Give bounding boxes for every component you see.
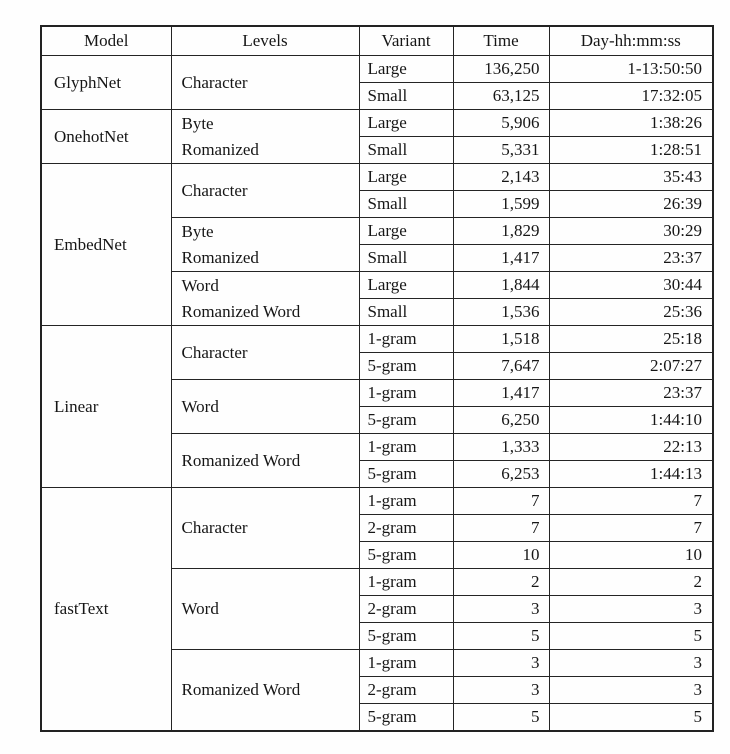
variant-cell: Large xyxy=(359,164,453,191)
time-cell: 7 xyxy=(453,488,549,515)
duration-cell: 22:13 xyxy=(549,434,713,461)
variant-cell: 5-gram xyxy=(359,353,453,380)
table-body xyxy=(41,56,713,732)
variant-cell: 2-gram xyxy=(359,677,453,704)
time-cell: 10 xyxy=(453,542,549,569)
time-cell: 6,253 xyxy=(453,461,549,488)
variant-cell: 5-gram xyxy=(359,704,453,732)
variant-cell: Small xyxy=(359,299,453,326)
table-row xyxy=(41,488,713,515)
level-cell xyxy=(171,164,359,218)
duration-cell: 7 xyxy=(549,515,713,542)
time-cell: 3 xyxy=(453,677,549,704)
time-cell: 63,125 xyxy=(453,83,549,110)
variant-cell: 5-gram xyxy=(359,407,453,434)
model-cell: GlyphNet xyxy=(41,56,171,110)
table-row xyxy=(41,56,713,83)
header-cell-levels: Levels xyxy=(171,26,359,56)
time-cell: 6,250 xyxy=(453,407,549,434)
model-cell: EmbedNet xyxy=(41,164,171,326)
variant-cell: Large xyxy=(359,56,453,83)
time-cell: 5 xyxy=(453,704,549,732)
duration-cell: 3 xyxy=(549,650,713,677)
model-cell: fastText xyxy=(41,488,171,732)
level-label-line: Word xyxy=(181,396,219,416)
time-cell: 3 xyxy=(453,596,549,623)
header-cell-day-hh-mm-ss: Day-hh:mm:ss xyxy=(549,26,713,56)
level-label-line: Romanized Word xyxy=(181,680,301,699)
level-label-line: Romanized Word xyxy=(181,301,301,321)
time-cell: 3 xyxy=(453,650,549,677)
time-cell: 5,331 xyxy=(453,137,549,164)
time-cell: 1,599 xyxy=(453,191,549,218)
duration-cell: 35:43 xyxy=(549,164,713,191)
variant-cell: Small xyxy=(359,137,453,164)
variant-cell: Large xyxy=(359,110,453,137)
variant-cell: Large xyxy=(359,272,453,299)
variant-cell: 2-gram xyxy=(359,596,453,623)
variant-cell: 5-gram xyxy=(359,542,453,569)
time-cell: 136,250 xyxy=(453,56,549,83)
level-cell xyxy=(171,110,359,164)
level-label-line: Romanized xyxy=(181,247,259,267)
header-cell-model: Model xyxy=(41,26,171,56)
level-cell xyxy=(171,326,359,380)
duration-cell: 1-13:50:50 xyxy=(549,56,713,83)
time-cell: 1,844 xyxy=(453,272,549,299)
variant-cell: 2-gram xyxy=(359,515,453,542)
time-cell: 1,417 xyxy=(453,245,549,272)
level-label-line: Character xyxy=(181,72,248,92)
duration-cell: 5 xyxy=(549,623,713,650)
level-label-line: Character xyxy=(181,518,248,537)
results-table xyxy=(40,25,714,732)
duration-cell: 23:37 xyxy=(549,380,713,407)
variant-cell: Small xyxy=(359,191,453,218)
level-cell xyxy=(171,56,359,110)
time-cell: 2 xyxy=(453,569,549,596)
level-label-line: Byte xyxy=(181,113,214,133)
time-cell: 1,536 xyxy=(453,299,549,326)
level-cell xyxy=(171,218,359,272)
variant-cell: Small xyxy=(359,245,453,272)
level-cell xyxy=(171,569,359,650)
duration-cell: 3 xyxy=(549,677,713,704)
time-cell: 7,647 xyxy=(453,353,549,380)
time-cell: 5,906 xyxy=(453,110,549,137)
duration-cell: 17:32:05 xyxy=(549,83,713,110)
duration-cell: 23:37 xyxy=(549,245,713,272)
duration-cell: 10 xyxy=(549,542,713,569)
variant-cell: 1-gram xyxy=(359,569,453,596)
time-cell: 1,333 xyxy=(453,434,549,461)
level-label-line: Byte xyxy=(181,221,214,241)
time-cell: 7 xyxy=(453,515,549,542)
variant-cell: 1-gram xyxy=(359,326,453,353)
level-cell xyxy=(171,272,359,326)
duration-cell: 3 xyxy=(549,596,713,623)
header-cell-time: Time xyxy=(453,26,549,56)
level-label-line: Character xyxy=(181,342,248,362)
header-cell-variant: Variant xyxy=(359,26,453,56)
variant-cell: Small xyxy=(359,83,453,110)
time-cell: 1,518 xyxy=(453,326,549,353)
level-cell xyxy=(171,380,359,434)
duration-cell: 25:36 xyxy=(549,299,713,326)
level-label-line: Word xyxy=(181,275,219,295)
level-cell xyxy=(171,434,359,488)
duration-cell: 2 xyxy=(549,569,713,596)
time-cell: 1,417 xyxy=(453,380,549,407)
level-cell xyxy=(171,650,359,732)
level-label-line: Word xyxy=(181,599,219,618)
header-row xyxy=(41,26,713,56)
model-cell: OnehotNet xyxy=(41,110,171,164)
time-cell: 1,829 xyxy=(453,218,549,245)
duration-cell: 7 xyxy=(549,488,713,515)
duration-cell: 26:39 xyxy=(549,191,713,218)
variant-cell: 5-gram xyxy=(359,461,453,488)
table-row xyxy=(41,110,713,137)
level-label-line: Romanized xyxy=(181,139,259,159)
table-row xyxy=(41,326,713,353)
level-label-line: Character xyxy=(181,180,248,200)
variant-cell: 1-gram xyxy=(359,434,453,461)
duration-cell: 1:38:26 xyxy=(549,110,713,137)
variant-cell: 5-gram xyxy=(359,623,453,650)
variant-cell: 1-gram xyxy=(359,380,453,407)
variant-cell: 1-gram xyxy=(359,488,453,515)
duration-cell: 30:44 xyxy=(549,272,713,299)
duration-cell: 1:44:13 xyxy=(549,461,713,488)
time-cell: 5 xyxy=(453,623,549,650)
duration-cell: 2:07:27 xyxy=(549,353,713,380)
variant-cell: Large xyxy=(359,218,453,245)
duration-cell: 1:44:10 xyxy=(549,407,713,434)
level-label-line: Romanized Word xyxy=(181,450,301,470)
duration-cell: 1:28:51 xyxy=(549,137,713,164)
time-cell: 2,143 xyxy=(453,164,549,191)
model-cell: Linear xyxy=(41,326,171,488)
duration-cell: 30:29 xyxy=(549,218,713,245)
duration-cell: 25:18 xyxy=(549,326,713,353)
level-cell xyxy=(171,488,359,569)
duration-cell: 5 xyxy=(549,704,713,732)
table-row xyxy=(41,164,713,191)
variant-cell: 1-gram xyxy=(359,650,453,677)
